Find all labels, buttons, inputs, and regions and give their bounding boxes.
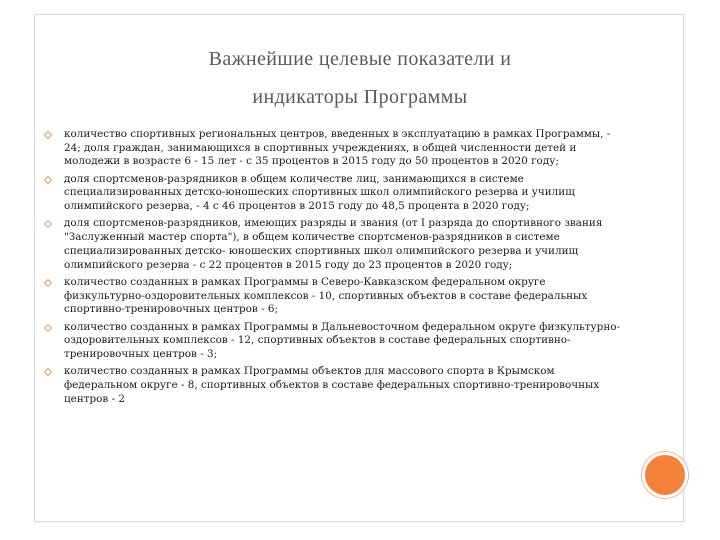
decorative-circle	[642, 452, 688, 498]
diamond-bullet-icon	[44, 220, 52, 228]
list-item-text: количество созданных в рамках Программы в Северо-Кавказском федеральном округе физкультурно-оздоровительных комплексов - 10, спортивных объектов в составе федеральных спортивно-тренировочных центров - 6;	[64, 275, 588, 316]
list-item-text: доля спортсменов-разрядников, имеющих разряды и звания (от I разряда до спортивного звания "Заслуженный мастер спорта"), в общем количестве спортсменов-разрядников в системе специализированных детско- юношеских спортивных школ олимпийского резерва и училищ олимпийского резерва - с 22 процентов в 2015 году до 23 процентов в 2020 году;	[64, 217, 603, 271]
diamond-bullet-icon	[44, 324, 52, 332]
diamond-bullet-icon	[44, 131, 52, 139]
diamond-bullet-icon	[44, 279, 52, 287]
list-item	[44, 276, 624, 317]
list-item	[44, 128, 624, 169]
title-line-2: индикаторы Программы	[252, 86, 468, 108]
list-item-text: количество спортивных региональных центров, введенных в эксплуатацию в рамках Программы, - 24; доля граждан, занимающихся в спортивных учреждениях, в общей численности детей и молодежи в возрасте 6 - 15 лет - с 35 процентов в 2015 году до 50 процентов в 2020 году;	[64, 128, 611, 168]
title-line-1: Важнейшие целевые показатели и	[208, 48, 512, 70]
list-item-text: количество созданных в рамках Программы объектов для массового спорта в Крымском федеральном округе - 8, спортивных объектов в составе федеральных спортивно-тренировочных центров - 2	[64, 365, 600, 405]
list-item	[44, 321, 624, 362]
diamond-bullet-icon	[44, 176, 52, 184]
list-item	[44, 173, 624, 214]
slide-title	[60, 40, 660, 116]
list-item-text: количество созданных в рамках Программы в Дальневосточном федеральном округе физкультурно-оздоровительных комплексов - 12, спортивных объектов в составе федеральных спортивно-тренировочных центров - 3;	[64, 320, 621, 360]
list-item	[44, 217, 624, 272]
list-item-text: доля спортсменов-разрядников в общем количестве лиц, занимающихся в системе специализированных детско-юношеских спортивных школ олимпийского резерва и училищ олимпийского резерва, - 4 с 46 процентов в 2015 году до 48,5 процента в 2020 году;	[64, 172, 575, 213]
indicator-list	[44, 128, 624, 410]
diamond-bullet-icon	[44, 368, 52, 376]
list-item	[44, 365, 624, 406]
